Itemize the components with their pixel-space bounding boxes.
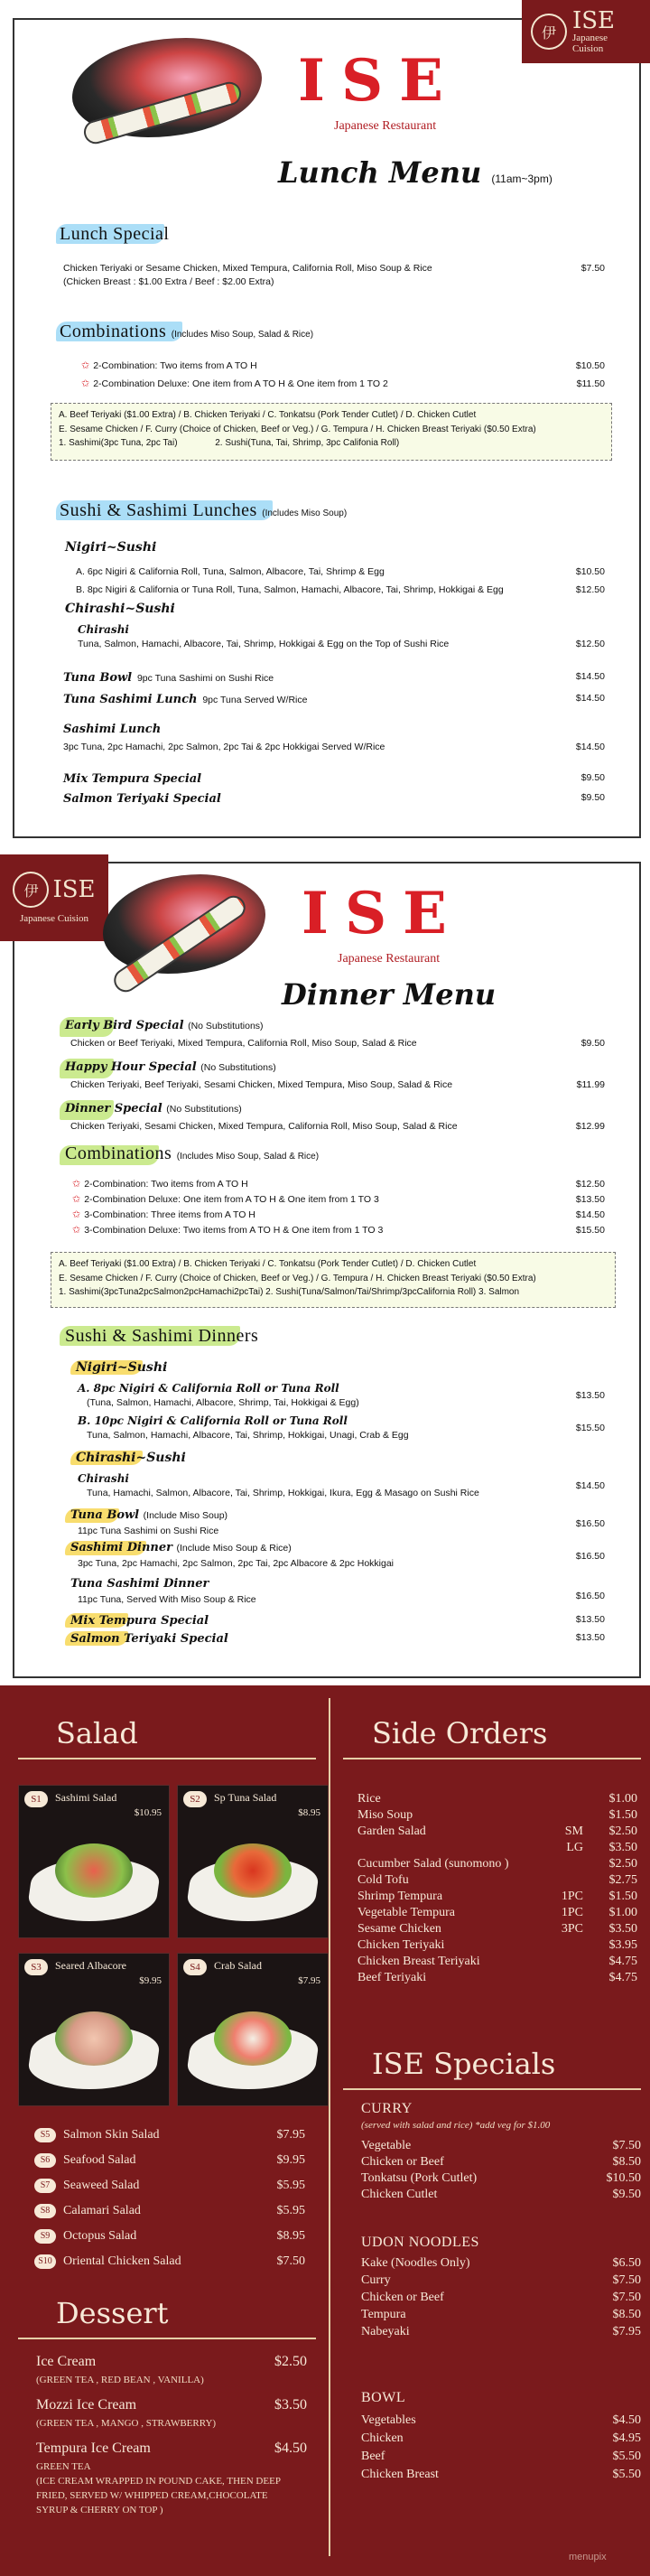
menu-row: Miso Soup $1.50 [358,1808,637,1822]
restaurant-subtitle: Japanese Restaurant [334,119,437,133]
salad-heading: Salad [56,1716,138,1750]
dinner-combo-4: ✩ 3-Combination Deluxe: Two items from A TO H & One item from 1 TO 3 $15.50 [72,1225,605,1236]
lunch-chirashi-name: Chirashi [78,623,129,636]
menu-row: Chicken or Beef $8.50 [361,2155,641,2169]
lunch-combinations-heading: Combinations (Includes Miso Soup, Salad & Rice) [60,322,314,341]
curry-note: (served with salad and rice) *add veg for $1.00 [361,2120,551,2131]
restaurant-logo-text: ISE [298,47,460,115]
salad-item: S7 Seaweed Salad $5.95 [34,2179,305,2193]
corner-logo [522,0,650,63]
dinner-combo-1: ✩ 2-Combination: Two items from A TO H $12.50 [72,1179,605,1190]
menu-row: Cucumber Salad (sunomono ) $2.50 [358,1857,637,1871]
corner-brand: ISE [571,7,616,34]
menu-row: Chicken or Beef $7.50 [361,2291,641,2304]
dinner-chirashi-name: Chirashi [78,1472,129,1485]
early-bird-heading: Early Bird Special (No Substitutions) [65,1019,264,1032]
sushi-hero-image [72,38,262,146]
dessert-desc: GREEN TEA [36,2461,91,2472]
lunch-sashimi-desc: 3pc Tuna, 2pc Hamachi, 2pc Salmon, 2pc Tai & 2pc Hokkigai Served W/Rice $14.50 [63,742,605,752]
lunch-nigiri-heading: Nigiri~Sushi [65,540,157,555]
menu-row: Rice $1.00 [358,1792,637,1806]
dessert-desc: (GREEN TEA , MANGO , STRAWBERRY) [36,2418,217,2429]
udon-heading: UDON NOODLES [361,2235,479,2250]
dessert-desc: (GREEN TEA , RED BEAN , VANILLA) [36,2375,204,2385]
dinner-tuna-sashimi-name: Tuna Sashimi Dinner [70,1577,209,1591]
lunch-chirashi-heading: Chirashi~Sushi [65,602,175,616]
dinner-combo-2: ✩ 2-Combination Deluxe: One item from A TO H & One item from 1 TO 3 $13.50 [72,1194,605,1205]
dinner-nigiri-heading: Nigiri~Sushi [76,1360,168,1375]
lunch-salmon-teriyaki: Salmon Teriyaki Special $9.50 [63,792,605,806]
menu-row: Beef Teriyaki $4.75 [358,1971,637,1984]
lunch-chirashi-desc: Tuna, Salmon, Hamachi, Albacore, Tai, Shrimp, Hokkigai & Egg on the Top of Sushi Rice $12.50 [78,639,605,649]
side-orders-heading: Side Orders [372,1716,548,1750]
salad-item: S5 Salmon Skin Salad $7.95 [34,2128,305,2142]
tempura-note: (ICE CREAM WRAPPED IN POUND CAKE, THEN DEEP [36,2476,281,2487]
menu-row: Cold Tofu $2.75 [358,1873,637,1887]
salad-item: S8 Calamari Salad $5.95 [34,2204,305,2218]
crab-salad-photo: S4 Crab Salad $7.95 [177,1953,329,2106]
lunch-tuna-bowl: Tuna Bowl 9pc Tuna Sashimi on Sushi Rice $14.50 [63,671,605,685]
lunch-combo-1: ✩ 2-Combination: Two items from A TO H $10.50 [81,360,605,371]
lunch-combo-2: ✩ 2-Combination Deluxe: One item from A TO H & One item from 1 TO 2 $11.50 [81,378,605,389]
dinner-nigiri-a-desc: (Tuna, Salmon, Hamachi, Albacore, Shrimp, Tai, Hokkigai & Egg) $13.50 [87,1390,605,1408]
menu-row: Vegetables $4.50 [361,2413,641,2427]
dessert-item: Tempura Ice Cream $4.50 [36,2441,307,2456]
happy-hour-heading: Happy Hour Special (No Substitutions) [65,1060,276,1074]
dinner-chirashi-desc: Tuna, Hamachi, Salmon, Albacore, Tai, Shrimp, Hokkigai, Ikura, Egg & Masago on Sushi Rice $14.50 [87,1480,605,1498]
dinner-special-heading: Dinner Special (No Substitutions) [65,1102,242,1115]
curry-heading: CURRY [361,2101,413,2116]
lunch-menu-title: Lunch Menu (11am~3pm) [278,155,552,190]
salad-item: S9 Octopus Salad $8.95 [34,2229,305,2244]
tempura-note: SYRUP & CHERRY ON TOP ) [36,2505,163,2515]
menu-row: Vegetable $7.50 [361,2139,641,2152]
dinner-sashimi-desc: 3pc Tuna, 2pc Hamachi, 2pc Salmon, 2pc Tai, 2pc Albacore & 2pc Hokkigai $16.50 [78,1551,605,1569]
salad-item: S10 Oriental Chicken Salad $7.50 [34,2254,305,2269]
menu-row: Curry $7.50 [361,2273,641,2287]
menu-row: Sesame Chicken 3PC $3.50 [358,1922,637,1936]
dinner-corner-logo: 伊 ISE Japanese Cuision [0,854,108,941]
salad-item: S6 Seafood Salad $9.95 [34,2153,305,2168]
dinner-combinations-heading: Combinations (Includes Miso Soup, Salad & Rice) [65,1143,320,1163]
lunch-nigiri-b: B. 8pc Nigiri & California or Tuna Roll, Tuna, Salmon, Hamachi, Albacore, Tai, Shrimp, Hokkigai & Egg $12.50 [76,584,605,595]
dinner-mix-tempura: Mix Tempura Special $13.50 [70,1614,605,1628]
lunch-tuna-sashimi: Tuna Sashimi Lunch 9pc Tuna Served W/Rice $14.50 [63,693,605,706]
ise-specials-heading: ISE Specials [372,2047,556,2081]
happy-hour-desc: Chicken Teriyaki, Beef Teriyaki, Sesami Chicken, Mixed Tempura, Miso Soup, Salad & Rice $11.99 [70,1079,605,1090]
dinner-seal-icon: 伊 [13,872,49,908]
menu-row: Tempura $8.50 [361,2308,641,2321]
dinner-sushi-hero-image [103,874,265,983]
menu-row: Chicken Breast $5.50 [361,2468,641,2481]
sp-tuna-salad-photo: S2 Sp Tuna Salad $8.95 [177,1785,329,1938]
lunch-mix-tempura: Mix Tempura Special $9.50 [63,772,605,786]
menu-row: Chicken Cutlet $9.50 [361,2188,641,2201]
menu-row: Chicken $4.95 [361,2431,641,2445]
lunch-menu-panel [0,0,650,849]
dinner-tuna-bowl-name: Tuna Bowl (Include Miso Soup) [70,1508,228,1522]
tempura-note: FRIED, SERVED W/ WHIPPED CREAM,CHOCOLATE [36,2490,268,2501]
bowl-heading: BOWL [361,2390,406,2405]
seal-icon: 伊 [531,14,567,50]
dinner-restaurant-logo-text: ISE [302,880,463,947]
dinner-combo-options: A. Beef Teriyaki ($1.00 Extra) / B. Chicken Teriyaki / C. Tonkatsu (Pork Tender Cutlet) / D. Chicken Cutlet E. Sesame Chicken / F. Curry (Choice of Chicken, Beef or Veg.) / G. Tempura / H. Chicken Breast Teriyaki ($0.50 Extra) 1. Sashimi(3pcTuna2pcSalmon2pcHamachi2pcTai) 2. Sushi(Tuna/Salmon/Tai/Shrimp/3pcCalifornia Roll) 3. Salmon [51,1252,616,1308]
menu-row: Chicken Teriyaki $3.95 [358,1938,637,1952]
column-divider [329,1698,330,2556]
dessert-heading: Dessert [56,2296,169,2330]
lunch-special-heading: Lunch Special [60,224,170,244]
corner-brand-sub: Japanese Cuision [571,33,608,54]
lunch-sashimi-name: Sashimi Lunch [63,723,162,736]
lunch-sushi-heading: Sushi & Sashimi Lunches (Includes Miso Soup) [60,500,348,520]
lunch-combo-options: A. Beef Teriyaki ($1.00 Extra) / B. Chicken Teriyaki / C. Tonkatsu (Pork Tender Cutlet) / D. Chicken Cutlet E. Sesame Chicken / F. Curry (Choice of Chicken, Beef or Veg.) / G. Tempura / H. Chicken Breast Teriyaki ($0.50 Extra) 1. Sashimi(3pc Tuna, 2pc Tai) 2. Sushi(Tuna, Tai, Shrimp, 3pc Califonia Roll) [51,403,612,461]
lunch-special-desc: Chicken Teriyaki or Sesame Chicken, Mixed Tempura, California Roll, Miso Soup & Rice $7.50 [63,263,605,274]
dinner-nigiri-b-name: B. 10pc Nigiri & California Roll or Tuna Roll [78,1414,348,1427]
dinner-menu-title: Dinner Menu [282,977,497,1012]
salad-sides-panel: Salad S1 Sashimi Salad $10.95 S2 Sp Tuna Salad $8.95 S3 Seared Albacore $9.95 S4 Crab Salad $7.95 S5 Salmon Skin Salad $7.95 S6 Seafood Salad $9.95 S7 Seaweed Salad $5.95 S8 Calamari Salad $5.95 S9 Octopus Salad $8.95 S10 Oriental Chicken Salad $7.50 Dessert Ice Cream $2.50 (GREEN TEA , RED BEAN , VANILLA) Mozzi Ice Cream $3.50 (GREEN TEA , MANGO , STRAWBERRY) Tempura Ice Cream $4.50 GREEN TEA (ICE CREAM WRAPPED IN POUND CAKE, THEN DEEP FRIED, SERVED W/ WHIPPED CREAM,CHOCOLATE SYRUP & CHERRY ON TOP ) Side Orders Rice $1.00 Miso Soup $1.50 Garden Salad SM $2.50 LG $3.50 Cucumber Salad (sunomono ) $2.50 Cold Tofu $2.75 Shrimp Tempura 1PC $1.50 Vegetable Tempura 1PC $1.00 Sesame Chicken 3PC $3.50 Chicken Teriyaki $3.95 Chicken Breast Teriyaki $4.75 Beef Teriyaki $4.75 ISE Specials CURRY (served with salad and rice) *add veg for $1.00 Vegetable $7.50 Chicken or Beef $8.50 Tonkatsu (Pork Cutlet) $10.50 Chicken Cutlet $9.50 UDON NOODLES Kake (Noodles Only) $6.50 Curry $7.50 Chicken or Beef $7.50 Tempura $8.50 Nabeyaki $7.95 BOWL Vegetables $4.50 Chicken $4.95 Beef $5.50 Chicken Breast $5.50 menupix [0,1685,650,2576]
lunch-nigiri-a: A. 6pc Nigiri & California Roll, Tuna, Salmon, Albacore, Tai, Shrimp & Egg $10.50 [76,566,605,577]
dessert-item: Ice Cream $2.50 [36,2354,307,2369]
dinner-sashimi-name: Sashimi Dinner (Include Miso Soup & Rice) [70,1541,292,1554]
dinner-menu-panel [0,854,650,1685]
menu-row: Shrimp Tempura 1PC $1.50 [358,1890,637,1903]
dinner-chirashi-heading: Chirashi~Sushi [76,1451,186,1465]
menu-row: Tonkatsu (Pork Cutlet) $10.50 [361,2171,641,2185]
dinner-tuna-bowl-desc: 11pc Tuna Sashimi on Sushi Rice $16.50 [78,1518,605,1536]
lunch-special-extra: (Chicken Breast : $1.00 Extra / Beef : $2.00 Extra) [63,276,274,287]
dinner-nigiri-b-desc: Tuna, Salmon, Hamachi, Albacore, Tai, Shrimp, Hokkigai, Unagi, Crab & Egg $15.50 [87,1423,605,1441]
dinner-special-desc: Chicken Teriyaki, Sesami Chicken, Mixed Tempura, California Roll, Miso Soup, Salad & Rice $12.99 [70,1121,605,1132]
sashimi-salad-photo: S1 Sashimi Salad $10.95 [18,1785,170,1938]
dinner-salmon-teriyaki: Salmon Teriyaki Special $13.50 [70,1632,605,1646]
menu-row: Nabeyaki $7.95 [361,2325,641,2338]
dinner-nigiri-a-name: A. 8pc Nigiri & California Roll or Tuna Roll [78,1382,339,1395]
dessert-item: Mozzi Ice Cream $3.50 [36,2397,307,2413]
menu-row: Garden Salad SM $2.50 [358,1825,637,1838]
dinner-combo-3: ✩ 3-Combination: Three items from A TO H $14.50 [72,1209,605,1220]
dinner-sushi-heading: Sushi & Sashimi Dinners [65,1326,259,1346]
menu-row: Chicken Breast Teriyaki $4.75 [358,1955,637,1968]
seared-albacore-photo: S3 Seared Albacore $9.95 [18,1953,170,2106]
dinner-tuna-sashimi-desc: 11pc Tuna, Served With Miso Soup & Rice $16.50 [78,1591,605,1605]
menu-row: Beef $5.50 [361,2450,641,2463]
menu-row: Kake (Noodles Only) $6.50 [361,2256,641,2270]
early-bird-desc: Chicken or Beef Teriyaki, Mixed Tempura, California Roll, Miso Soup, Salad & Rice $9.50 [70,1038,605,1049]
dinner-restaurant-subtitle: Japanese Restaurant [338,952,441,966]
watermark-text: menupix [569,2552,607,2562]
menu-row: Vegetable Tempura 1PC $1.00 [358,1906,637,1919]
